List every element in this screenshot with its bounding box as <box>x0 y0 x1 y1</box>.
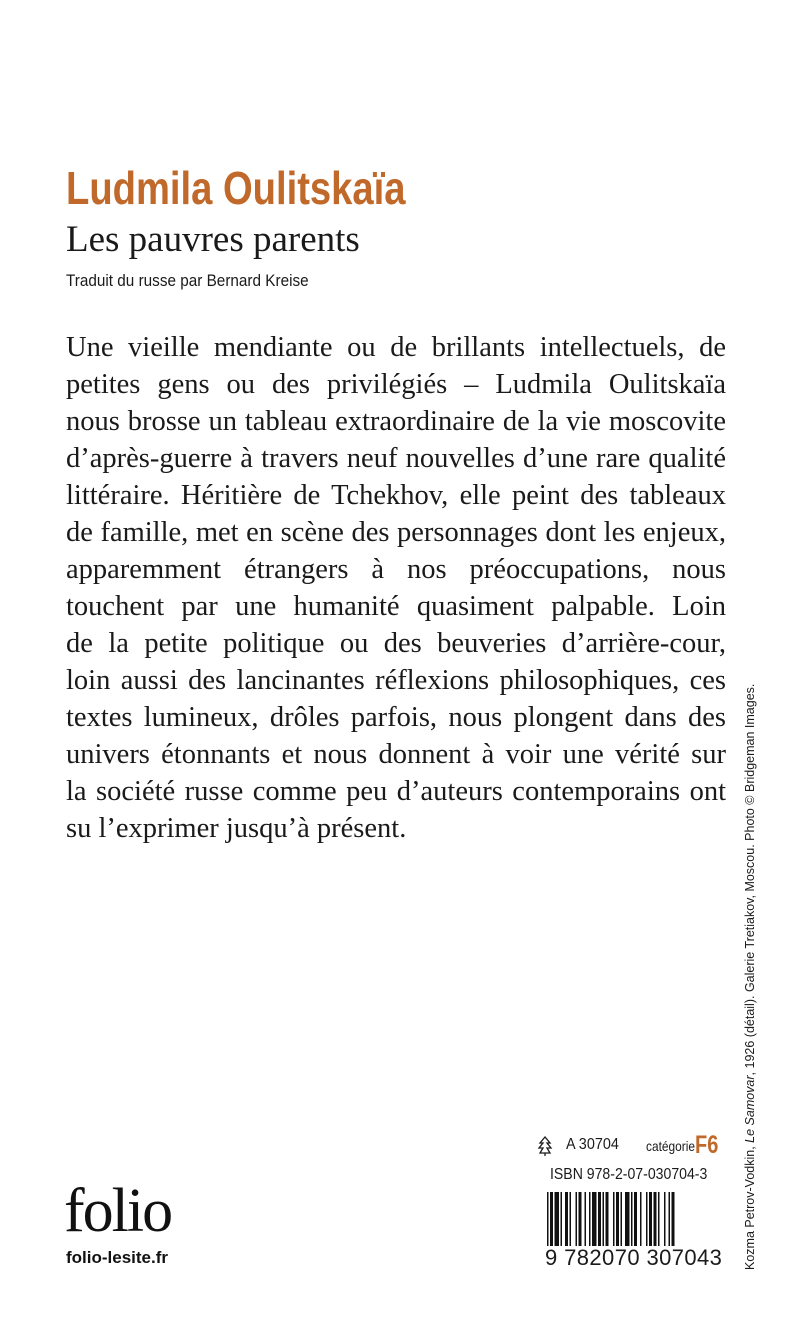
blurb-line: nous brosse un tableau extraordinaire de la vie moscovite <box>66 406 726 437</box>
barcode-bar <box>555 1192 560 1246</box>
barcode-bar <box>621 1192 623 1246</box>
blurb-line: Une vieille mendiante ou de brillants intellectuels, de <box>66 332 726 363</box>
isbn: ISBN 978-2-07-030704-3 <box>550 1166 708 1183</box>
barcode-bar <box>561 1192 563 1246</box>
credit-artwork-title: Le Samovar <box>743 1075 757 1143</box>
category-label: catégorie <box>646 1138 695 1154</box>
barcode-bar <box>592 1192 597 1246</box>
blurb-line: apparemment étrangers à nos préoccupations, nous <box>66 554 726 585</box>
barcode-bar <box>606 1192 609 1246</box>
barcode-bar <box>654 1192 657 1246</box>
cover-image-credit <box>742 684 758 1270</box>
barcode-bar <box>598 1192 601 1246</box>
author-name: Ludmila Oulitskaïa <box>66 162 406 214</box>
barcode-bar <box>579 1192 582 1246</box>
blurb-line: touchent par une humanité quasiment palpable. Loin <box>66 591 726 622</box>
barcode-bar <box>576 1192 578 1246</box>
recycling-tree-icon <box>534 1135 556 1157</box>
barcode-bar <box>634 1192 637 1246</box>
blurb-line: petites gens ou des privilégiés – Ludmila Oulitskaïa <box>66 369 726 400</box>
blurb-line: univers étonnants et nous donnent à voir une vérité sur <box>66 739 726 770</box>
barcode-bar <box>603 1192 605 1246</box>
book-title: Les pauvres parents <box>66 219 360 260</box>
barcode-bar <box>589 1192 591 1246</box>
barcode-bar <box>631 1192 633 1246</box>
credit-details: , 1926 (détail). Galerie Tretiakov, Moscou. Photo © Bridgeman Images. <box>743 683 757 1076</box>
barcode-bar <box>658 1192 660 1246</box>
blurb-text <box>66 329 726 847</box>
folio-logo: folio <box>64 1177 172 1245</box>
barcode-bar <box>585 1192 587 1246</box>
barcode-bar <box>613 1192 615 1246</box>
barcode-bar <box>565 1192 568 1246</box>
barcode-bar <box>550 1192 553 1246</box>
barcode-bar <box>672 1192 675 1246</box>
blurb-line: d’après-guerre à travers neuf nouvelles d’une rare qualité <box>66 443 726 474</box>
barcode-bar <box>669 1192 671 1246</box>
barcode-bar <box>646 1192 648 1246</box>
blurb-line: loin aussi des lancinantes réflexions philosophiques, ces <box>66 665 726 696</box>
credit-artist: Kozma Petrov-Vodkin, <box>743 1142 757 1270</box>
blurb-line: de famille, met en scène des personnages dont les enjeux, <box>66 517 726 548</box>
blurb-line: de la petite politique ou des beuveries d’arrière-cour, <box>66 628 726 659</box>
catalog-number: A 30704 <box>566 1136 619 1153</box>
barcode-bar <box>664 1192 666 1246</box>
price-category: F6 <box>695 1131 719 1159</box>
barcode-bar <box>625 1192 630 1246</box>
blurb-line: littéraire. Héritière de Tchekhov, elle peint des tableaux <box>66 480 726 511</box>
barcode-bar <box>649 1192 652 1246</box>
barcode-bar <box>547 1192 549 1246</box>
blurb-line: textes lumineux, drôles parfois, nous plongent dans des <box>66 702 726 733</box>
barcode-bar <box>616 1192 619 1246</box>
catalog-row <box>540 1132 720 1160</box>
translator-credit: Traduit du russe par Bernard Kreise <box>66 271 309 290</box>
barcode-digits: 9 782070 307043 <box>545 1245 723 1270</box>
publisher-website: folio-lesite.fr <box>66 1248 169 1267</box>
barcode-bar <box>640 1192 642 1246</box>
blurb-line: la société russe comme peu d’auteurs contemporains ont <box>66 776 726 807</box>
barcode-bars <box>545 1192 720 1248</box>
barcode-bar <box>570 1192 572 1246</box>
blurb-line: su l’exprimer jusqu’à présent. <box>66 813 407 844</box>
